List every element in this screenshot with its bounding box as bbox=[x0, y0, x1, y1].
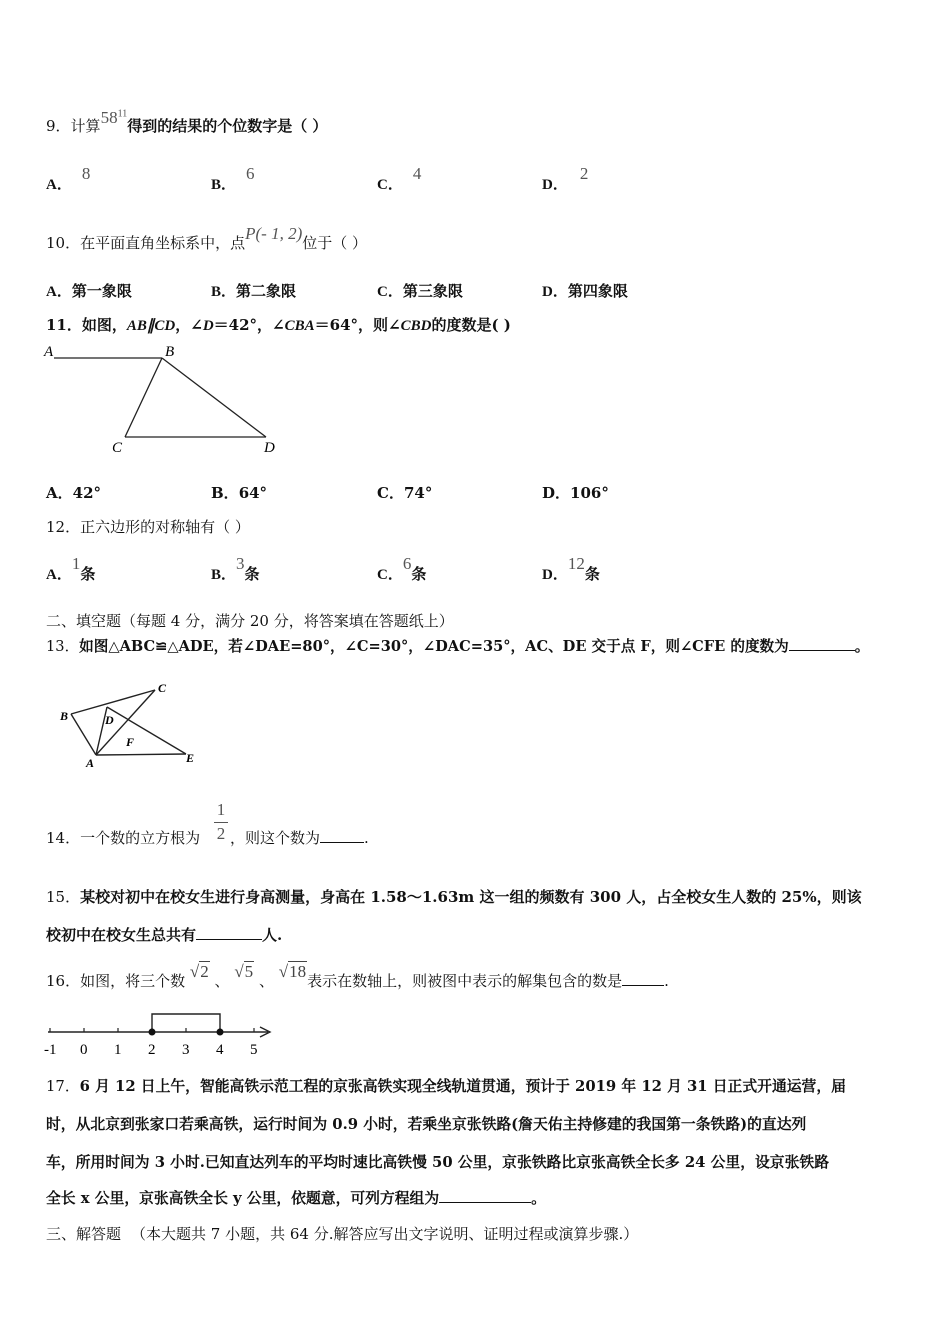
q16-radicand: 5 bbox=[244, 962, 254, 981]
q10-number: 10． bbox=[46, 234, 81, 252]
section3-note: （本大题共 7 小题，共 64 分.解答应写出文字说明、证明过程或演算步骤.） bbox=[131, 1225, 639, 1243]
q17-line3: 车，所用时间为 3 小时.已知直达列车的平均时速比高铁慢 50 公里，京张铁路比京张高铁全长多 24 公里，设京张铁路 bbox=[46, 1154, 829, 1171]
q16-end: . bbox=[664, 972, 669, 990]
q11-number: 11． bbox=[46, 316, 82, 334]
q12-option-value: 1 bbox=[71, 554, 81, 573]
q11-angle-cba: CBA bbox=[284, 318, 315, 334]
q11-text: 如图， bbox=[81, 316, 127, 334]
q14-stem bbox=[46, 827, 200, 848]
q9-exponent: 11 bbox=[117, 108, 128, 120]
q14-numerator: 1 bbox=[216, 800, 226, 819]
q11-label-b: B bbox=[165, 344, 175, 360]
q14-stem-end bbox=[230, 827, 369, 848]
q10-option-b[interactable] bbox=[211, 280, 296, 301]
q12-option-value: 3 bbox=[236, 554, 245, 573]
q16-axis-label: -1 bbox=[44, 1042, 57, 1058]
q12-option-c[interactable] bbox=[377, 554, 427, 584]
q16-root-2: √2 bbox=[189, 962, 209, 981]
q11-text: ＝64°，则∠ bbox=[314, 316, 401, 334]
q9-option-value: 6 bbox=[246, 164, 255, 183]
q11-option-label: D． bbox=[542, 484, 571, 502]
q16-axis-label: 3 bbox=[182, 1042, 190, 1058]
q9-option-a[interactable] bbox=[46, 164, 91, 194]
q16-axis-label: 2 bbox=[148, 1042, 156, 1058]
q9-stem bbox=[46, 108, 328, 136]
q11-stem bbox=[46, 314, 511, 335]
q11-option-value: 64° bbox=[238, 484, 268, 502]
q15-line1 bbox=[46, 886, 862, 907]
q17-text: 。 bbox=[531, 1190, 546, 1207]
q11-option-d[interactable] bbox=[542, 482, 609, 503]
q16-axis-label: 1 bbox=[114, 1042, 122, 1058]
q14-pre: 一个数的立方根为 bbox=[80, 829, 201, 847]
q16-axis-label: 5 bbox=[250, 1042, 258, 1058]
q11-option-c[interactable] bbox=[377, 482, 432, 503]
q9-option-d[interactable] bbox=[542, 164, 589, 194]
q10-post: 位于（ ） bbox=[302, 234, 368, 252]
q16-pre: 如图，将三个数 bbox=[80, 972, 186, 990]
q13-end: 。 bbox=[854, 638, 870, 655]
q17-number: 17． bbox=[46, 1078, 80, 1095]
q12-text: 正六边形的对称轴有（ ） bbox=[80, 518, 250, 536]
q11-option-value: 74° bbox=[403, 484, 433, 502]
q10-option-label: A． bbox=[46, 284, 72, 300]
q11-option-label: C． bbox=[377, 484, 404, 502]
q9-option-label: D． bbox=[542, 177, 568, 193]
q16-separator: 、 bbox=[258, 972, 274, 990]
q13-answer-blank[interactable] bbox=[789, 636, 855, 651]
q9-option-label: B． bbox=[211, 177, 237, 193]
q16-axis-label: 0 bbox=[80, 1042, 88, 1058]
q17-answer-blank[interactable] bbox=[439, 1188, 531, 1203]
q9-base: 58 bbox=[100, 108, 118, 127]
q11-text: ＝42°，∠ bbox=[213, 316, 285, 334]
q16-point-4 bbox=[217, 1029, 224, 1036]
q13-number: 13． bbox=[46, 638, 80, 655]
q14-number: 14． bbox=[46, 829, 81, 847]
q13-label-c: C bbox=[158, 681, 167, 695]
q10-point: P(- 1, 2) bbox=[245, 224, 303, 243]
q11-label-a: A bbox=[44, 344, 54, 360]
q12-option-b[interactable] bbox=[211, 554, 260, 584]
q16-root-5: √5 bbox=[234, 962, 254, 981]
q16-root-18: √18 bbox=[278, 962, 307, 981]
q9-option-c[interactable] bbox=[377, 164, 422, 194]
q11-text: 的度数是( ) bbox=[431, 316, 511, 334]
q11-option-value: 106° bbox=[570, 484, 609, 502]
q11-parallel: AB∥CD bbox=[126, 318, 176, 334]
q9-number: 9． bbox=[46, 117, 71, 135]
section3-heading bbox=[46, 1223, 638, 1244]
q14-answer-blank[interactable] bbox=[320, 828, 364, 843]
q11-option-label: B． bbox=[211, 484, 239, 502]
q15-text: 某校对初中在校女生进行身高测量，身高在 1.58～1.63m 这一组的频数有 300 人，占全校女生人数的 25%，则该 bbox=[80, 888, 862, 906]
q9-post: 得到的结果的个位数字是（ ） bbox=[127, 117, 328, 135]
q16-radicand: 18 bbox=[289, 962, 307, 981]
q10-option-value: 第三象限 bbox=[402, 284, 463, 300]
q9-option-value: 8 bbox=[81, 164, 91, 183]
q10-option-label: C． bbox=[377, 284, 403, 300]
q10-option-d[interactable] bbox=[542, 280, 628, 301]
q11-option-value: 42° bbox=[72, 484, 102, 502]
q9-option-label: C． bbox=[377, 177, 403, 193]
q11-option-label: A． bbox=[46, 484, 73, 502]
q11-option-a[interactable] bbox=[46, 482, 101, 503]
q11-angle-d: D bbox=[202, 318, 214, 334]
q15-line2 bbox=[46, 924, 282, 945]
q17-text: 6 月 12 日上午，智能高铁示范工程的京张高铁实现全线轨道贯通，预计于 2019 年 12 月 31 日正式开通运营，届 bbox=[79, 1078, 846, 1095]
q11-figure bbox=[40, 338, 290, 458]
q12-option-unit: 条 bbox=[244, 567, 260, 583]
q17-line2: 时，从北京到张家口若乘高铁，运行时间为 0.9 小时，若乘坐京张铁路(詹天佑主持修建的我国第一条铁路)的直达列 bbox=[46, 1116, 807, 1133]
q10-pre: 在平面直角坐标系中，点 bbox=[80, 234, 246, 252]
q14-end: . bbox=[364, 829, 369, 847]
q12-stem bbox=[46, 516, 250, 537]
section2-title: 二、填空题（每题 4 分，满分 20 分，将答案填在答题纸上） bbox=[46, 612, 454, 630]
q10-option-value: 第四象限 bbox=[567, 284, 628, 300]
q16-axis-label: 4 bbox=[216, 1042, 224, 1058]
q14-fraction-bar bbox=[214, 822, 228, 823]
q13-label-e: E bbox=[186, 751, 195, 765]
q12-option-value: 6 bbox=[402, 554, 412, 573]
q14-post: ，则这个数为 bbox=[230, 829, 321, 847]
q9-option-label: A． bbox=[46, 177, 72, 193]
q12-option-label: C． bbox=[377, 567, 403, 583]
q10-option-value: 第一象限 bbox=[71, 284, 132, 300]
q13-label-d: D bbox=[105, 713, 114, 727]
q16-separator: 、 bbox=[214, 972, 230, 990]
q12-option-unit: 条 bbox=[584, 567, 600, 583]
q16-answer-blank[interactable] bbox=[622, 971, 664, 986]
q12-number: 12． bbox=[46, 518, 81, 536]
q9-option-value: 2 bbox=[579, 164, 589, 183]
q11-label-c: C bbox=[112, 440, 123, 456]
q9-option-b[interactable] bbox=[211, 164, 255, 194]
q15-answer-blank[interactable] bbox=[196, 925, 262, 940]
q12-option-value: 12 bbox=[567, 554, 585, 573]
q14-denominator: 2 bbox=[216, 824, 226, 843]
q10-option-a[interactable] bbox=[46, 280, 132, 301]
q14-fraction bbox=[214, 800, 228, 844]
q12-option-d[interactable] bbox=[542, 554, 600, 584]
q11-label-d: D bbox=[264, 440, 275, 456]
q11-text: ，∠ bbox=[175, 316, 203, 334]
q12-option-label: B． bbox=[211, 567, 237, 583]
q9-pre: 计算 bbox=[70, 117, 101, 135]
q13-label-b: B bbox=[60, 709, 69, 723]
q11-option-b[interactable] bbox=[211, 482, 267, 503]
q17-line1 bbox=[46, 1075, 846, 1096]
section3-title: 三、解答题 bbox=[46, 1225, 122, 1243]
q11-angle-cbd: CBD bbox=[400, 318, 432, 334]
q15-text: 人. bbox=[262, 926, 283, 944]
q9-option-value: 4 bbox=[412, 164, 422, 183]
q13-stem bbox=[46, 635, 869, 656]
q16-point-2 bbox=[149, 1029, 156, 1036]
q10-option-label: B． bbox=[211, 284, 237, 300]
q10-option-c[interactable] bbox=[377, 280, 463, 301]
q10-stem bbox=[46, 224, 368, 253]
q15-number: 15． bbox=[46, 888, 81, 906]
q16-number-line bbox=[40, 1010, 280, 1058]
q10-option-label: D． bbox=[542, 284, 568, 300]
q16-post: 表示在数轴上，则被图中表示的解集包含的数是 bbox=[307, 972, 623, 990]
q17-line4 bbox=[46, 1187, 546, 1208]
q13-label-a: A bbox=[86, 756, 95, 770]
q10-option-value: 第二象限 bbox=[236, 284, 297, 300]
q13-figure bbox=[58, 680, 208, 770]
q15-text: 校初中在校女生总共有 bbox=[46, 926, 197, 944]
q12-option-a[interactable] bbox=[46, 554, 96, 584]
q12-option-unit: 条 bbox=[411, 567, 427, 583]
q13-text: 如图△ABC≌△ADE，若∠DAE=80°，∠C=30°，∠DAC=35°，AC、DE 交于点 F，则∠CFE 的度数为 bbox=[79, 638, 789, 655]
q12-option-label: A． bbox=[46, 567, 72, 583]
q13-label-f: F bbox=[126, 735, 135, 749]
q12-option-label: D． bbox=[542, 567, 568, 583]
q16-stem bbox=[46, 962, 669, 991]
q16-number: 16． bbox=[46, 972, 81, 990]
q16-radicand: 2 bbox=[200, 962, 209, 981]
q17-text: 全长 x 公里，京张高铁全长 y 公里，依题意，可列方程组为 bbox=[46, 1190, 440, 1207]
q12-option-unit: 条 bbox=[80, 567, 96, 583]
